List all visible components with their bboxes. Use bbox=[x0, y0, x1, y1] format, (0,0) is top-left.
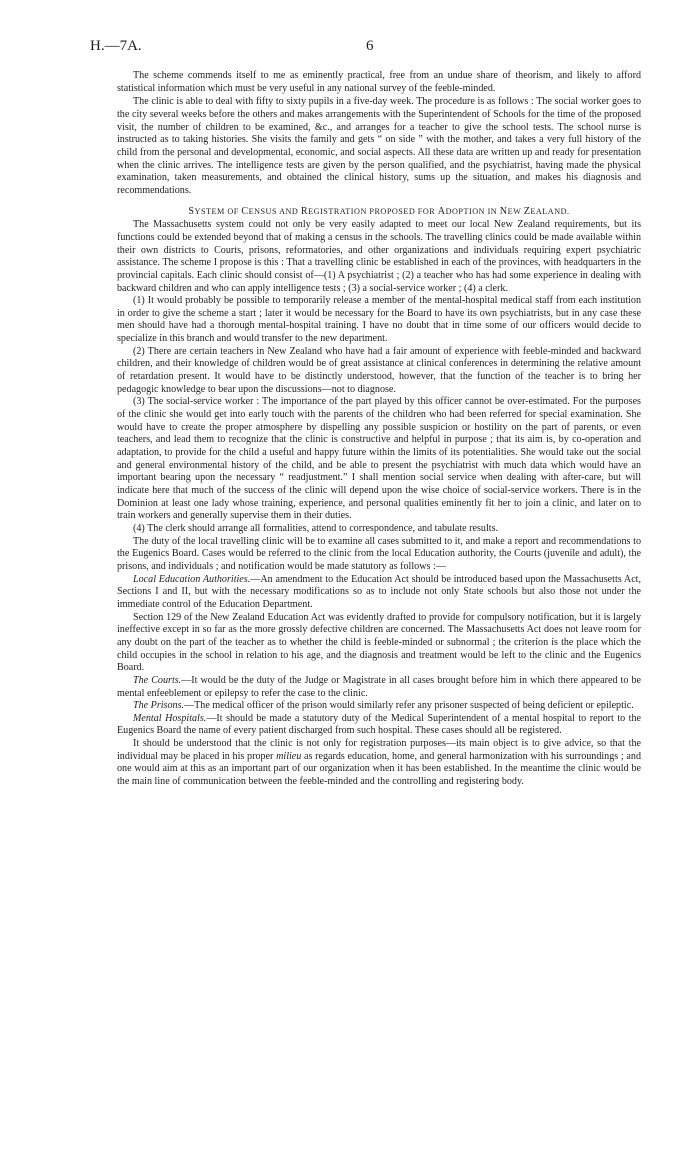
paragraph-local-education: Local Education Authorities.—An amendment to the Education Act should be introduced based upon the Massachusetts Act, Sections I and II, but with the necessary modifications so as to include not only State schools but also those not under the immediate control of the Education Department. bbox=[117, 573, 642, 610]
italic-lead: Mental Hospitals. bbox=[133, 712, 207, 724]
paragraph: The clinic is able to deal with fifty to sixty pupils in a five-day week. The procedure is as follows : The social worker goes to the city several weeks before the others and makes arrangements with the Superintendent of Schools for the time of the proposed visit, the number of children to be examined, &c., and arranges for a teacher to give the school tests. The school nurse is instructed as to taking histories. She visits the family and gets “ on side ” with the mother, and takes a very full history of the child from the personal and developmental, economic, and social aspects. All these data are written up and ready for presentation when the clinic arrives. The intelligence tests are given by the person qualified, and the psychiatrist, having made the physical examination, taken measurements, and obtained the clinical history, sums up the situation, and makes his diagnosis and recommendations. bbox=[117, 96, 641, 196]
paragraph: (4) The clerk should arrange all formalities, attend to correspondence, and tabulate results. bbox=[133, 522, 499, 534]
body-text bbox=[117, 70, 641, 789]
paragraph: (2) There are certain teachers in New Zealand who have had a fair amount of experience with feeble-minded and backward children, and their knowledge of children would be of great assistance at clinical conferences in determining the relative amount of retardation present. It would have to be distinctly understood, however, that the function of the teacher is to bring her pedagogic knowledge to bear upon the discussions—not to diagnose. bbox=[117, 345, 641, 395]
italic-word: milieu bbox=[276, 750, 302, 762]
page-number: 6 bbox=[366, 38, 374, 54]
paragraph: The duty of the local travelling clinic will be to examine all cases submitted to it, and make a report and recommendations to the Eugenics Board. Cases would be referred to the clinic from the local Education authority, the Courts (juvenile and adult), the prisons, and individuals ; and notification would be made statutory as follows :— bbox=[117, 535, 641, 572]
section-heading: SYSTEM OF CENSUS AND REGISTRATION PROPOSED FOR ADOPTION IN NEW ZEALAND. bbox=[188, 205, 570, 217]
paragraph: The scheme commends itself to me as eminently practical, free from an undue share of theorism, and likely to afford statistical information which must be very useful in any national survey of the feeble-minded. bbox=[117, 70, 641, 94]
paragraph: (3) The social-service worker : The importance of the part played by this officer cannot be over-estimated. For the purposes of the clinic she would get into early touch with the parents of the children who had been referred for special examination. She would have to create the proper atmosphere by dispelling any possible suspicion or hostility on the part of parents, or even teachers, and lead them to recognize that the clinic is constructive and helpful in purpose ; that its aim is, by co-operation and adaptation, to provide for the child a useful and happy future within the limits of its potentialities. She would take out the social and general environmental history of the child, and be able to present the psychiatrist with much data which would have an important bearing upon the necessary “ readjustment.” I shall mention social service when dealing with after-care, but will indicate here that much of the success of the clinic will depend upon the wise choice of social-service workers. There is in the Dominion at least one lady whose training, experience, and personal qualities eminently fit her to join a clinic, and later on to train workers and generally supervise them in their duties. bbox=[117, 396, 641, 522]
document-reference: H.—7A. bbox=[90, 38, 142, 54]
paragraph-prisons: The Prisons.—The medical officer of the prison would similarly refer any prisoner suspected of being deficient or epileptic. bbox=[133, 700, 634, 712]
italic-lead: The Prisons. bbox=[133, 700, 185, 712]
paragraph-mental-hospitals: Mental Hospitals.—It should be made a statutory duty of the Medical Superintendent of a mental hospital to report to the Eugenics Board the name of every patient discharged from such hospital. These cases should all be registered. bbox=[117, 712, 642, 737]
paragraph-closing: It should be understood that the clinic is not only for registration purposes—its main object is to give advice, so that the individual may be placed in his proper milieu as regards education, home, and general harmonization with his surroundings ; and one would aim at this as an important part of our organization when it has been established. In the meantime the clinic would be the main line of communication between the feeble-minded and the controlling and registering body. bbox=[117, 738, 641, 788]
paragraph-courts: The Courts.—It would be the duty of the Judge or Magistrate in all cases brought before him in which there appeared to be mental enfeeblement or epilepsy to refer the case to the clinic. bbox=[117, 674, 641, 699]
page-header bbox=[90, 38, 620, 58]
paragraph: (1) It would probably be possible to temporarily release a member of the mental-hospital medical staff from each institution in order to give the scheme a start ; later it would be necessary for the Board to have its own psychiatrists, but in any case these men should have had a thorough mental-hospital training. I have no doubt that in time some of our officers would decide to specialize in this branch and would transfer to the new department. bbox=[117, 295, 641, 345]
italic-lead: The Courts. bbox=[133, 674, 182, 686]
paragraph: Section 129 of the New Zealand Education Act was evidently drafted to provide for compulsory notification, but it is largely ineffective except in so far as the more grossly defective children are concerned. The Massachusetts Act does not leave room for any doubt on the part of the teacher as to whether the child is feeble-minded or subnormal ; the criterion is the place which the child occupies in the school in relation to his age, and the diagnosis and treatment would be left to the clinic and the Eugenics Board. bbox=[117, 611, 641, 674]
paragraph: The Massachusetts system could not only be very easily adapted to meet our local New Zealand requirements, but its functions could be extended beyond that of making a census in the schools. The travelling clinics could be made available within their own districts to Courts, prisons, reformatories, and other organizations and individuals requiring expert psychiatric assistance. The scheme I propose is this : That a travelling clinic be established in each of the provinces, with headquarters in the provincial capitals. Each clinic should consist of—(1) A psychiatrist ; (2) a teacher who has had some experience in dealing with backward children and who can apply intelligence tests ; (3) a social-service worker ; (4) a clerk. bbox=[117, 219, 641, 294]
italic-lead: Local Education Authorities. bbox=[133, 573, 251, 585]
